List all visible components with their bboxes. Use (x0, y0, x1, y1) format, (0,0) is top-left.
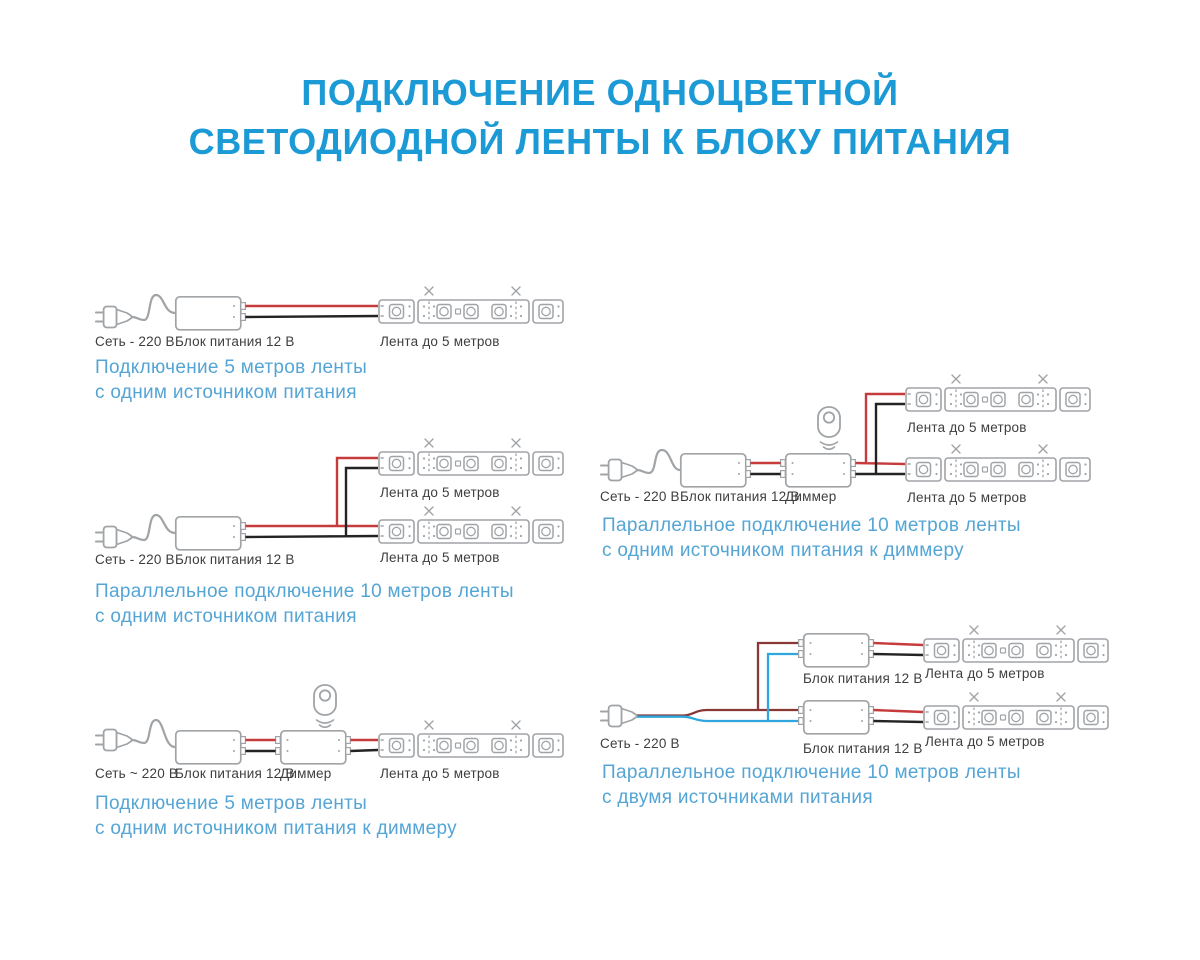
power-cable (637, 450, 680, 473)
psu-box (799, 701, 874, 734)
psu-box (176, 297, 246, 330)
mains-label: Сеть - 220 В (600, 736, 680, 751)
psu-label: Блок питания 12 В (803, 671, 923, 686)
page-title (0, 68, 1200, 166)
diagram-caption (95, 791, 457, 841)
power-cable (132, 295, 175, 320)
led-strip (379, 507, 563, 543)
plug-icon (601, 460, 637, 481)
caption-line1: Параллельное подключение 10 метров ленты (95, 581, 514, 602)
caption-line2: с одним источником питания (95, 606, 357, 627)
led-strip (906, 445, 1090, 481)
power-cable (132, 720, 175, 747)
led-strip (924, 626, 1108, 662)
diagram-parallel-two-psu (595, 620, 1165, 810)
mains-label: Сеть - 220 В (600, 489, 680, 504)
caption-line2: с одним источником питания (95, 382, 357, 403)
power-cable (132, 515, 175, 540)
led-strip (379, 439, 563, 475)
dimmer-box (276, 731, 351, 764)
strip-label: Лента до 5 метров (380, 550, 500, 565)
diagram-single-strip-one-psu (88, 283, 608, 418)
diagram-caption (602, 760, 1021, 810)
mains-label: Сеть ~ 220 В (95, 766, 179, 781)
led-strip (379, 287, 563, 323)
strip-label: Лента до 5 метров (380, 334, 500, 349)
diagram-parallel-psu-dimmer (595, 370, 1165, 565)
wire-black (245, 316, 378, 317)
dimmer-label: Диммер (785, 489, 837, 504)
strip-label: Лента до 5 метров (925, 666, 1045, 681)
led-strip (379, 721, 563, 757)
caption-line2: с одним источником питания к диммеру (95, 818, 457, 839)
diagram-caption (95, 355, 367, 405)
led-strip (906, 375, 1090, 411)
led-strip (924, 693, 1108, 729)
caption-line1: Параллельное подключение 10 метров ленты (602, 515, 1021, 536)
mains-label: Сеть - 220 В (95, 552, 175, 567)
diagram-one-psu-dimmer (88, 680, 608, 850)
strip-label: Лента до 5 метров (380, 766, 500, 781)
plug-icon (96, 730, 132, 751)
page-title-line1: ПОДКЛЮЧЕНИЕ ОДНОЦВЕТНОЙ (301, 72, 899, 113)
strip-label: Лента до 5 метров (907, 420, 1027, 435)
strip-label: Лента до 5 метров (380, 485, 500, 500)
plug-icon (96, 527, 132, 548)
dimmer-label: Диммер (280, 766, 332, 781)
caption-line2: с одним источником питания к диммеру (602, 540, 964, 561)
diagram-parallel-one-psu (88, 436, 608, 641)
caption-line1: Параллельное подключение 10 метров ленты (602, 762, 1021, 783)
page-title-line2: СВЕТОДИОДНОЙ ЛЕНТЫ К БЛОКУ ПИТАНИЯ (188, 121, 1012, 162)
psu-label: Блок питания 12 В (175, 766, 295, 781)
plug-icon (601, 706, 637, 727)
caption-line1: Подключение 5 метров ленты (95, 357, 368, 378)
remote-icon (314, 685, 336, 727)
psu-box (176, 731, 246, 764)
psu-box (176, 517, 246, 550)
psu-label: Блок питания 12 В (680, 489, 800, 504)
psu-box (681, 454, 751, 487)
psu-label: Блок питания 12 В (175, 334, 295, 349)
diagram-caption (95, 579, 514, 629)
strip-label: Лента до 5 метров (925, 734, 1045, 749)
mains-label: Сеть - 220 В (95, 334, 175, 349)
psu-label: Блок питания 12 В (175, 552, 295, 567)
psu-box (799, 634, 874, 667)
psu-label: Блок питания 12 В (803, 741, 923, 756)
strip-label: Лента до 5 метров (907, 490, 1027, 505)
remote-icon (818, 407, 840, 449)
caption-line2: с двумя источниками питания (602, 787, 873, 808)
diagram-caption (602, 513, 1021, 563)
caption-line1: Подключение 5 метров ленты (95, 793, 368, 814)
plug-icon (96, 307, 132, 328)
dimmer-box (781, 454, 856, 487)
